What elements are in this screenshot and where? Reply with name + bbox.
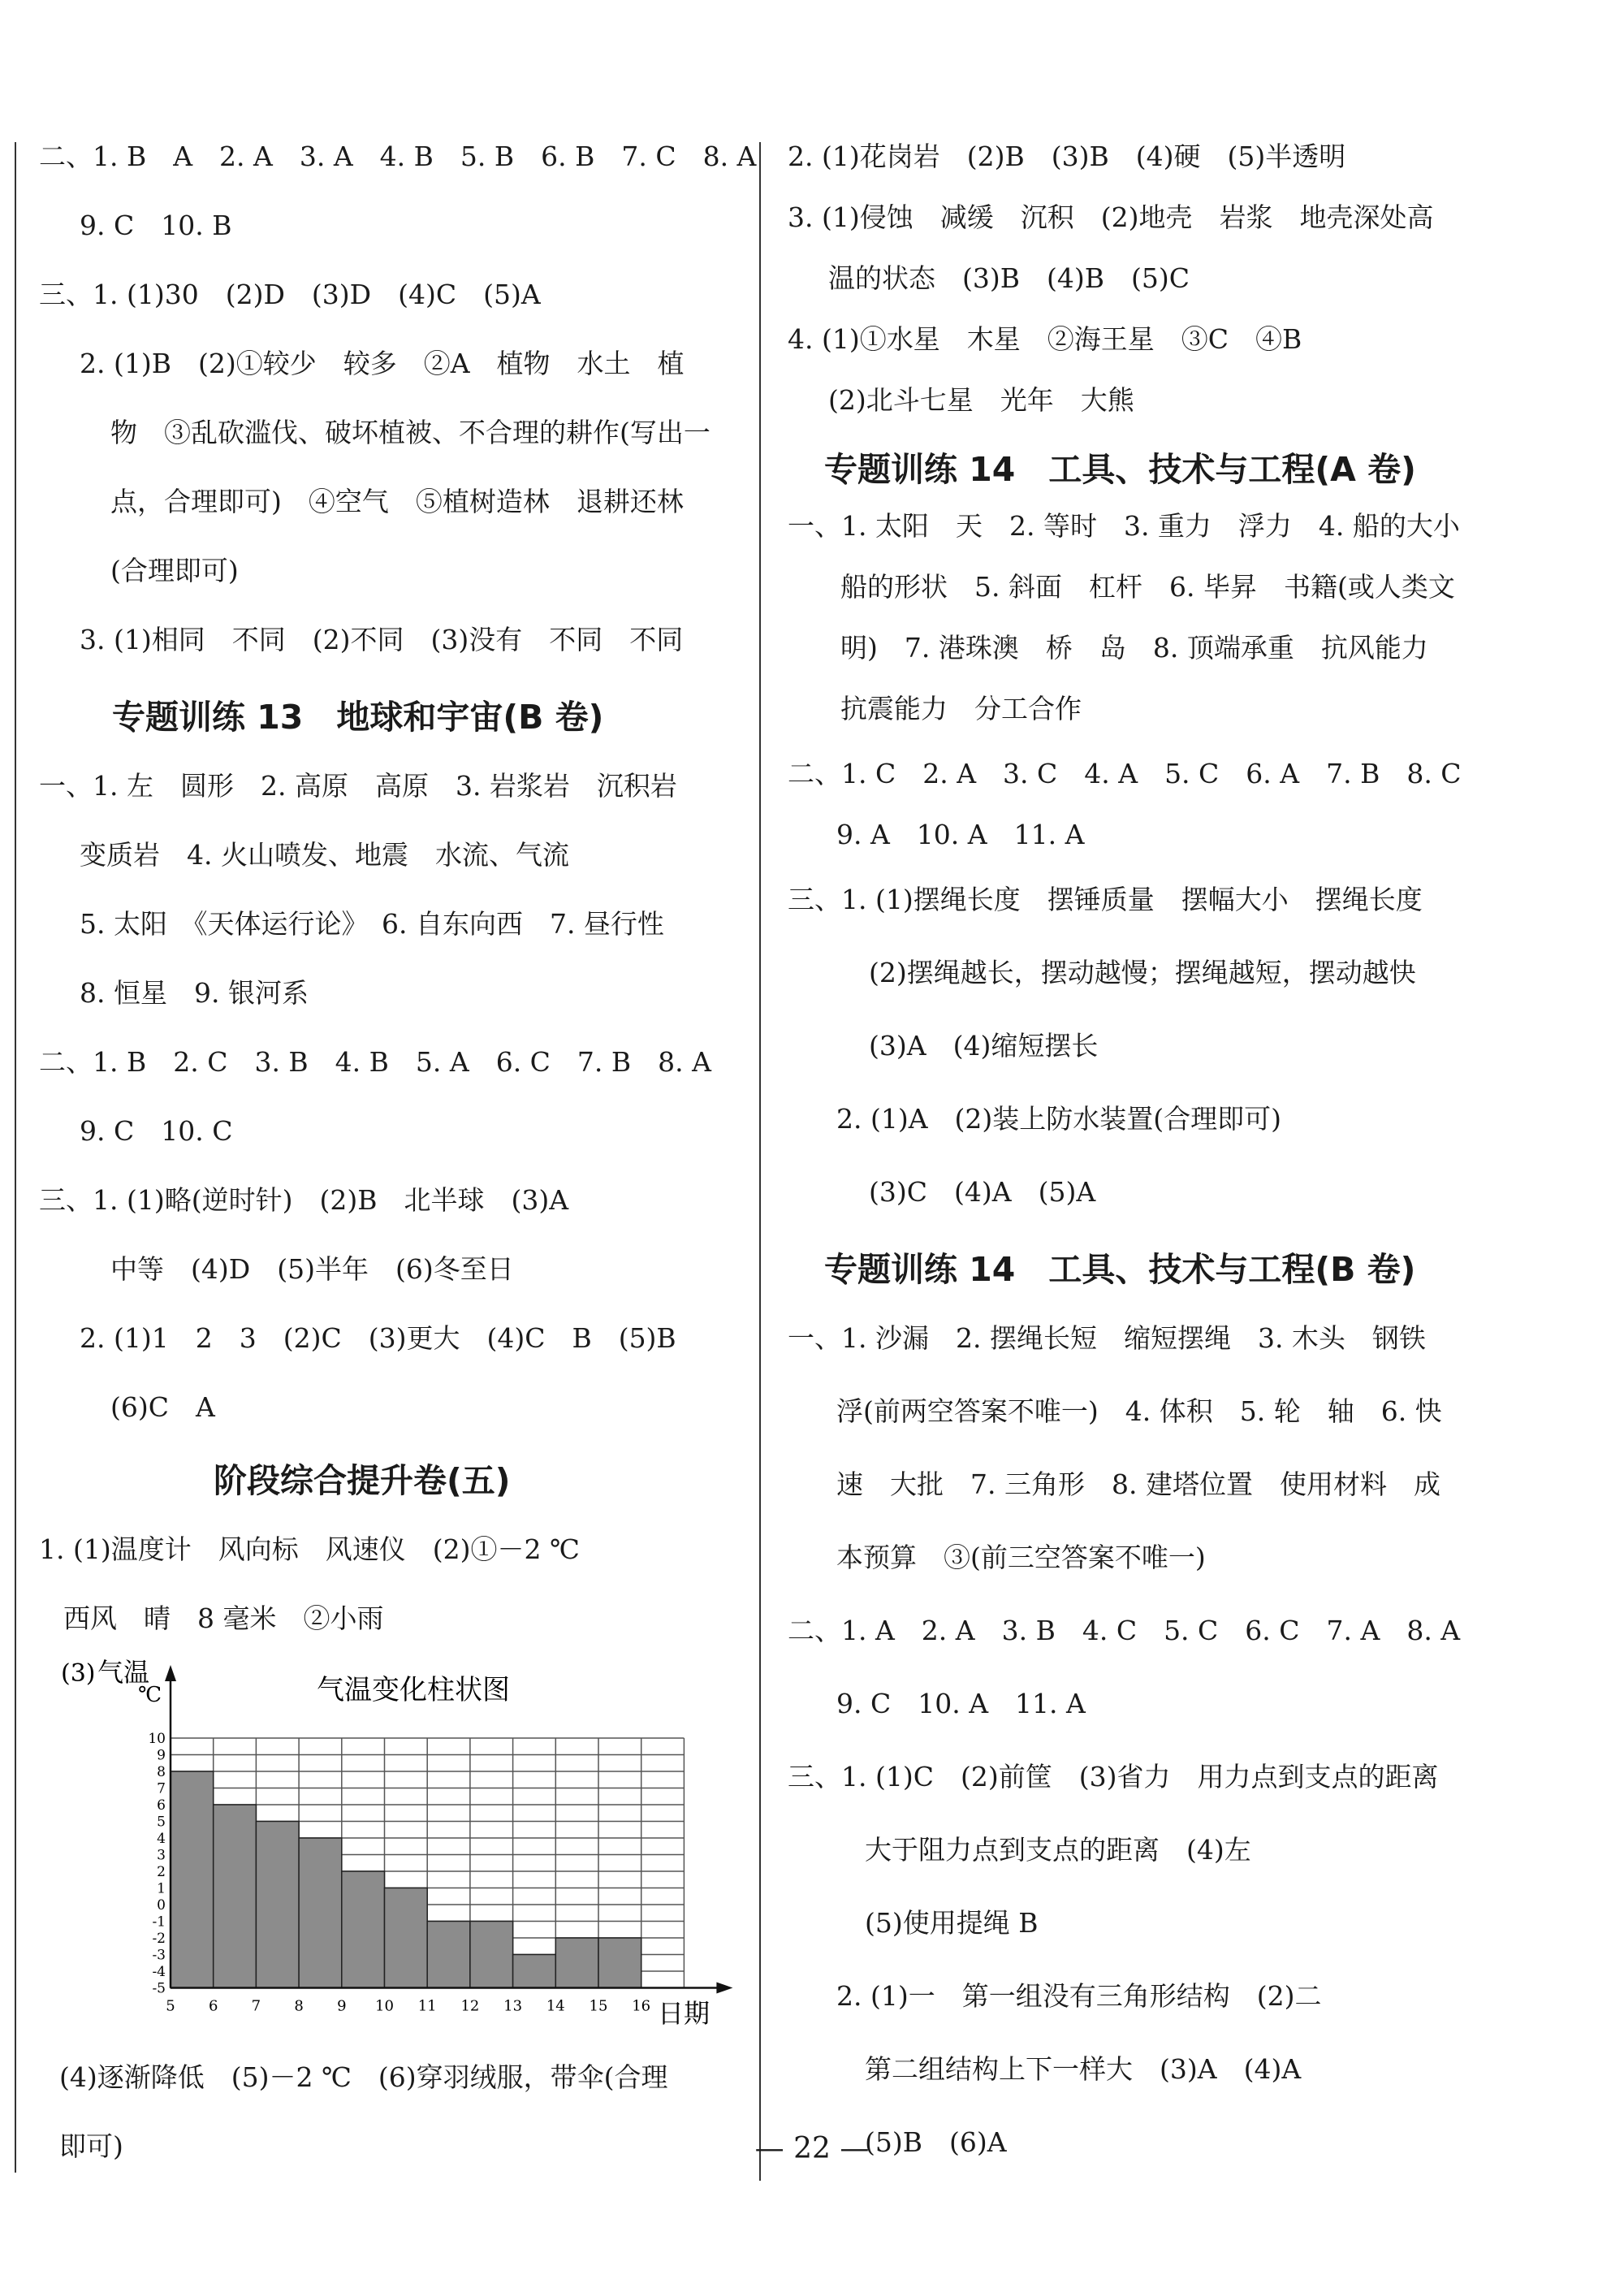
column-divider	[759, 142, 761, 2181]
answer-line: (合理即可)	[110, 555, 239, 586]
answer-line: 抗震能力 分工合作	[840, 693, 1082, 724]
answer-line: (2)摆绳越长，摆动越慢；摆绳越短，摆动越快	[869, 957, 1416, 988]
x-tick-label: 12	[460, 1997, 480, 2015]
y-axis-label: 气温	[97, 1657, 150, 1688]
chart-title: 气温变化柱状图	[317, 1674, 510, 1706]
answer-line: 9. C 10. A 11. A	[836, 1688, 1086, 1719]
answer-line: 2. (1)1 2 3 (2)C (3)更大 (4)C B (5)B	[80, 1322, 676, 1354]
x-tick-label: 15	[589, 1997, 608, 2015]
answer-line: (4)逐渐降低 (5)－2 ℃ (6)穿羽绒服，带伞(合理	[59, 2061, 668, 2093]
y-tick-label: 8	[157, 1764, 166, 1780]
answer-line: 点，合理即可) ④空气 ⑤植树造林 退耕还林	[110, 486, 684, 517]
x-tick-label: 11	[417, 1997, 437, 2015]
answer-line: 明) 7. 港珠澳 桥 岛 8. 顶端承重 抗风能力	[840, 632, 1428, 664]
y-tick-label: 2	[157, 1864, 166, 1880]
y-axis-arrow	[165, 1665, 176, 1681]
answer-line: (6)C A	[110, 1391, 215, 1423]
bar	[470, 1922, 513, 1988]
answer-line: 4. (1)①水星 木星 ②海王星 ③C ④B	[788, 323, 1302, 355]
bar	[171, 1771, 214, 1988]
y-tick-label: 10	[148, 1731, 166, 1747]
answer-line: 浮(前两空答案不唯一) 4. 体积 5. 轮 轴 6. 快	[836, 1395, 1442, 1427]
answer-line: 大于阻力点到支点的距离 (4)左	[865, 1834, 1251, 1866]
chart-bars	[171, 1771, 641, 1988]
bar	[214, 1805, 257, 1988]
bar	[385, 1888, 428, 1988]
temperature-bar-chart	[49, 1649, 747, 2042]
answer-line: 3. (1)相同 不同 (2)不同 (3)没有 不同 不同	[80, 624, 684, 655]
answer-line: 9. C 10. B	[80, 210, 232, 241]
answer-line: 2. (1)花岗岩 (2)B (3)B (4)硬 (5)半透明	[788, 141, 1346, 172]
answer-line: 速 大批 7. 三角形 8. 建塔位置 使用材料 成	[836, 1468, 1440, 1500]
bar	[598, 1938, 641, 1988]
y-tick-label: 4	[157, 1831, 166, 1847]
answer-line: 三、1. (1)C (2)前筐 (3)省力 用力点到支点的距离	[788, 1761, 1439, 1792]
x-axis-arrow	[716, 1983, 732, 1994]
answer-line: 三、1. (1)30 (2)D (3)D (4)C (5)A	[39, 279, 541, 310]
answer-line: 物 ③乱砍滥伐、破坏植被、不合理的耕作(写出一	[110, 417, 710, 448]
x-tick-label: 13	[503, 1997, 523, 2015]
chart-label-prefix: (3)	[61, 1659, 96, 1688]
answer-line: 温的状态 (3)B (4)B (5)C	[828, 262, 1190, 294]
answer-line: (5)使用提绳 B	[865, 1907, 1039, 1939]
answer-line: 第二组结构上下一样大 (3)A (4)A	[865, 2053, 1302, 2085]
answer-line: 2. (1)A (2)装上防水装置(合理即可)	[836, 1103, 1282, 1135]
y-tick-label: 9	[157, 1747, 166, 1764]
page-number: — 22 —	[754, 2132, 870, 2165]
y-tick-label: -4	[152, 1964, 166, 1980]
x-tick-label: 8	[294, 1997, 304, 2015]
bar	[342, 1871, 385, 1988]
x-tick-label: 7	[251, 1997, 261, 2015]
y-tick-label: -2	[152, 1931, 166, 1947]
y-tick-label: 3	[157, 1847, 166, 1864]
bar	[427, 1922, 470, 1988]
answer-line: 一、1. 沙漏 2. 摆绳长短 缩短摆绳 3. 木头 钢铁	[788, 1322, 1426, 1354]
answer-line: 三、1. (1)略(逆时针) (2)B 北半球 (3)A	[39, 1184, 569, 1216]
y-tick-label: -3	[152, 1947, 166, 1964]
y-tick-label: -5	[152, 1980, 166, 1997]
x-tick-label: 14	[546, 1997, 565, 2015]
section-heading-stage5: 阶段综合提升卷(五)	[214, 1461, 511, 1500]
y-tick-label: 1	[157, 1880, 166, 1897]
answer-line: (3)C (4)A (5)A	[869, 1176, 1096, 1208]
answer-line: 9. A 10. A 11. A	[836, 819, 1085, 850]
x-tick-label: 10	[375, 1997, 394, 2015]
section-heading-13b: 专题训练 13 地球和宇宙(B 卷)	[112, 698, 604, 737]
bar	[299, 1838, 342, 1988]
bar	[555, 1938, 598, 1988]
answer-line: 一、1. 左 圆形 2. 高原 高原 3. 岩浆岩 沉积岩	[39, 770, 677, 802]
answer-line: (2)北斗七星 光年 大熊	[828, 384, 1134, 416]
answer-line: 二、1. A 2. A 3. B 4. C 5. C 6. C 7. A 8. A	[788, 1615, 1461, 1646]
answer-line: 2. (1)一 第一组没有三角形结构 (2)二	[836, 1980, 1322, 2012]
y-tick-label: -1	[152, 1914, 166, 1931]
answer-line: 2. (1)B (2)①较少 较多 ②A 植物 水土 植	[80, 348, 685, 379]
x-tick-label: 16	[632, 1997, 651, 2015]
x-axis-label: 日期	[658, 1998, 710, 2029]
x-tick-label: 6	[208, 1997, 218, 2015]
answer-line: 5. 太阳 《天体运行论》 6. 自东向西 7. 昼行性	[80, 908, 664, 940]
answer-line: 即可)	[59, 2130, 123, 2162]
answer-line: 二、1. B A 2. A 3. A 4. B 5. B 6. B 7. C 8. A	[39, 141, 757, 172]
y-tick-label: 0	[157, 1897, 166, 1914]
answer-line: (5)B (6)A	[865, 2126, 1007, 2158]
answer-line: 8. 恒星 9. 银河系	[80, 977, 309, 1009]
answer-line: 船的形状 5. 斜面 杠杆 6. 毕昇 书籍(或人类文	[840, 571, 1455, 603]
section-heading-14b: 专题训练 14 工具、技术与工程(B 卷)	[824, 1250, 1416, 1289]
answer-line: 三、1. (1)摆绳长度 摆锤质量 摆幅大小 摆绳长度	[788, 884, 1423, 915]
section-heading-14a: 专题训练 14 工具、技术与工程(A 卷)	[824, 450, 1416, 489]
answer-line: 中等 (4)D (5)半年 (6)冬至日	[110, 1253, 514, 1285]
answer-line: 西风 晴 8 毫米 ②小雨	[63, 1602, 384, 1634]
answer-line: 二、1. C 2. A 3. C 4. A 5. C 6. A 7. B 8. C	[788, 758, 1462, 789]
answer-line: (3)A (4)缩短摆长	[869, 1030, 1099, 1062]
y-tick-label: 6	[157, 1797, 166, 1814]
bar	[513, 1955, 556, 1988]
bar	[256, 1822, 299, 1988]
y-tick-label: 5	[157, 1814, 166, 1831]
y-tick-label: 7	[157, 1780, 166, 1797]
answer-line: 1. (1)温度计 风向标 风速仪 (2)①－2 ℃	[39, 1533, 580, 1565]
answer-line: 本预算 ③(前三空答案不唯一)	[836, 1542, 1206, 1573]
answer-line: 9. C 10. C	[80, 1115, 233, 1147]
x-tick-label: 5	[166, 1997, 175, 2015]
chart-svg	[49, 1649, 747, 2039]
y-axis-unit: ℃	[138, 1683, 162, 1707]
answer-line: 3. (1)侵蚀 减缓 沉积 (2)地壳 岩浆 地壳深处高	[788, 201, 1434, 233]
answer-line: 一、1. 太阳 天 2. 等时 3. 重力 浮力 4. 船的大小	[788, 510, 1460, 542]
x-tick-label: 9	[337, 1997, 347, 2015]
left-margin-rule	[15, 142, 16, 2173]
answer-line: 变质岩 4. 火山喷发、地震 水流、气流	[80, 839, 569, 871]
answer-line: 二、1. B 2. C 3. B 4. B 5. A 6. C 7. B 8. A	[39, 1046, 711, 1078]
